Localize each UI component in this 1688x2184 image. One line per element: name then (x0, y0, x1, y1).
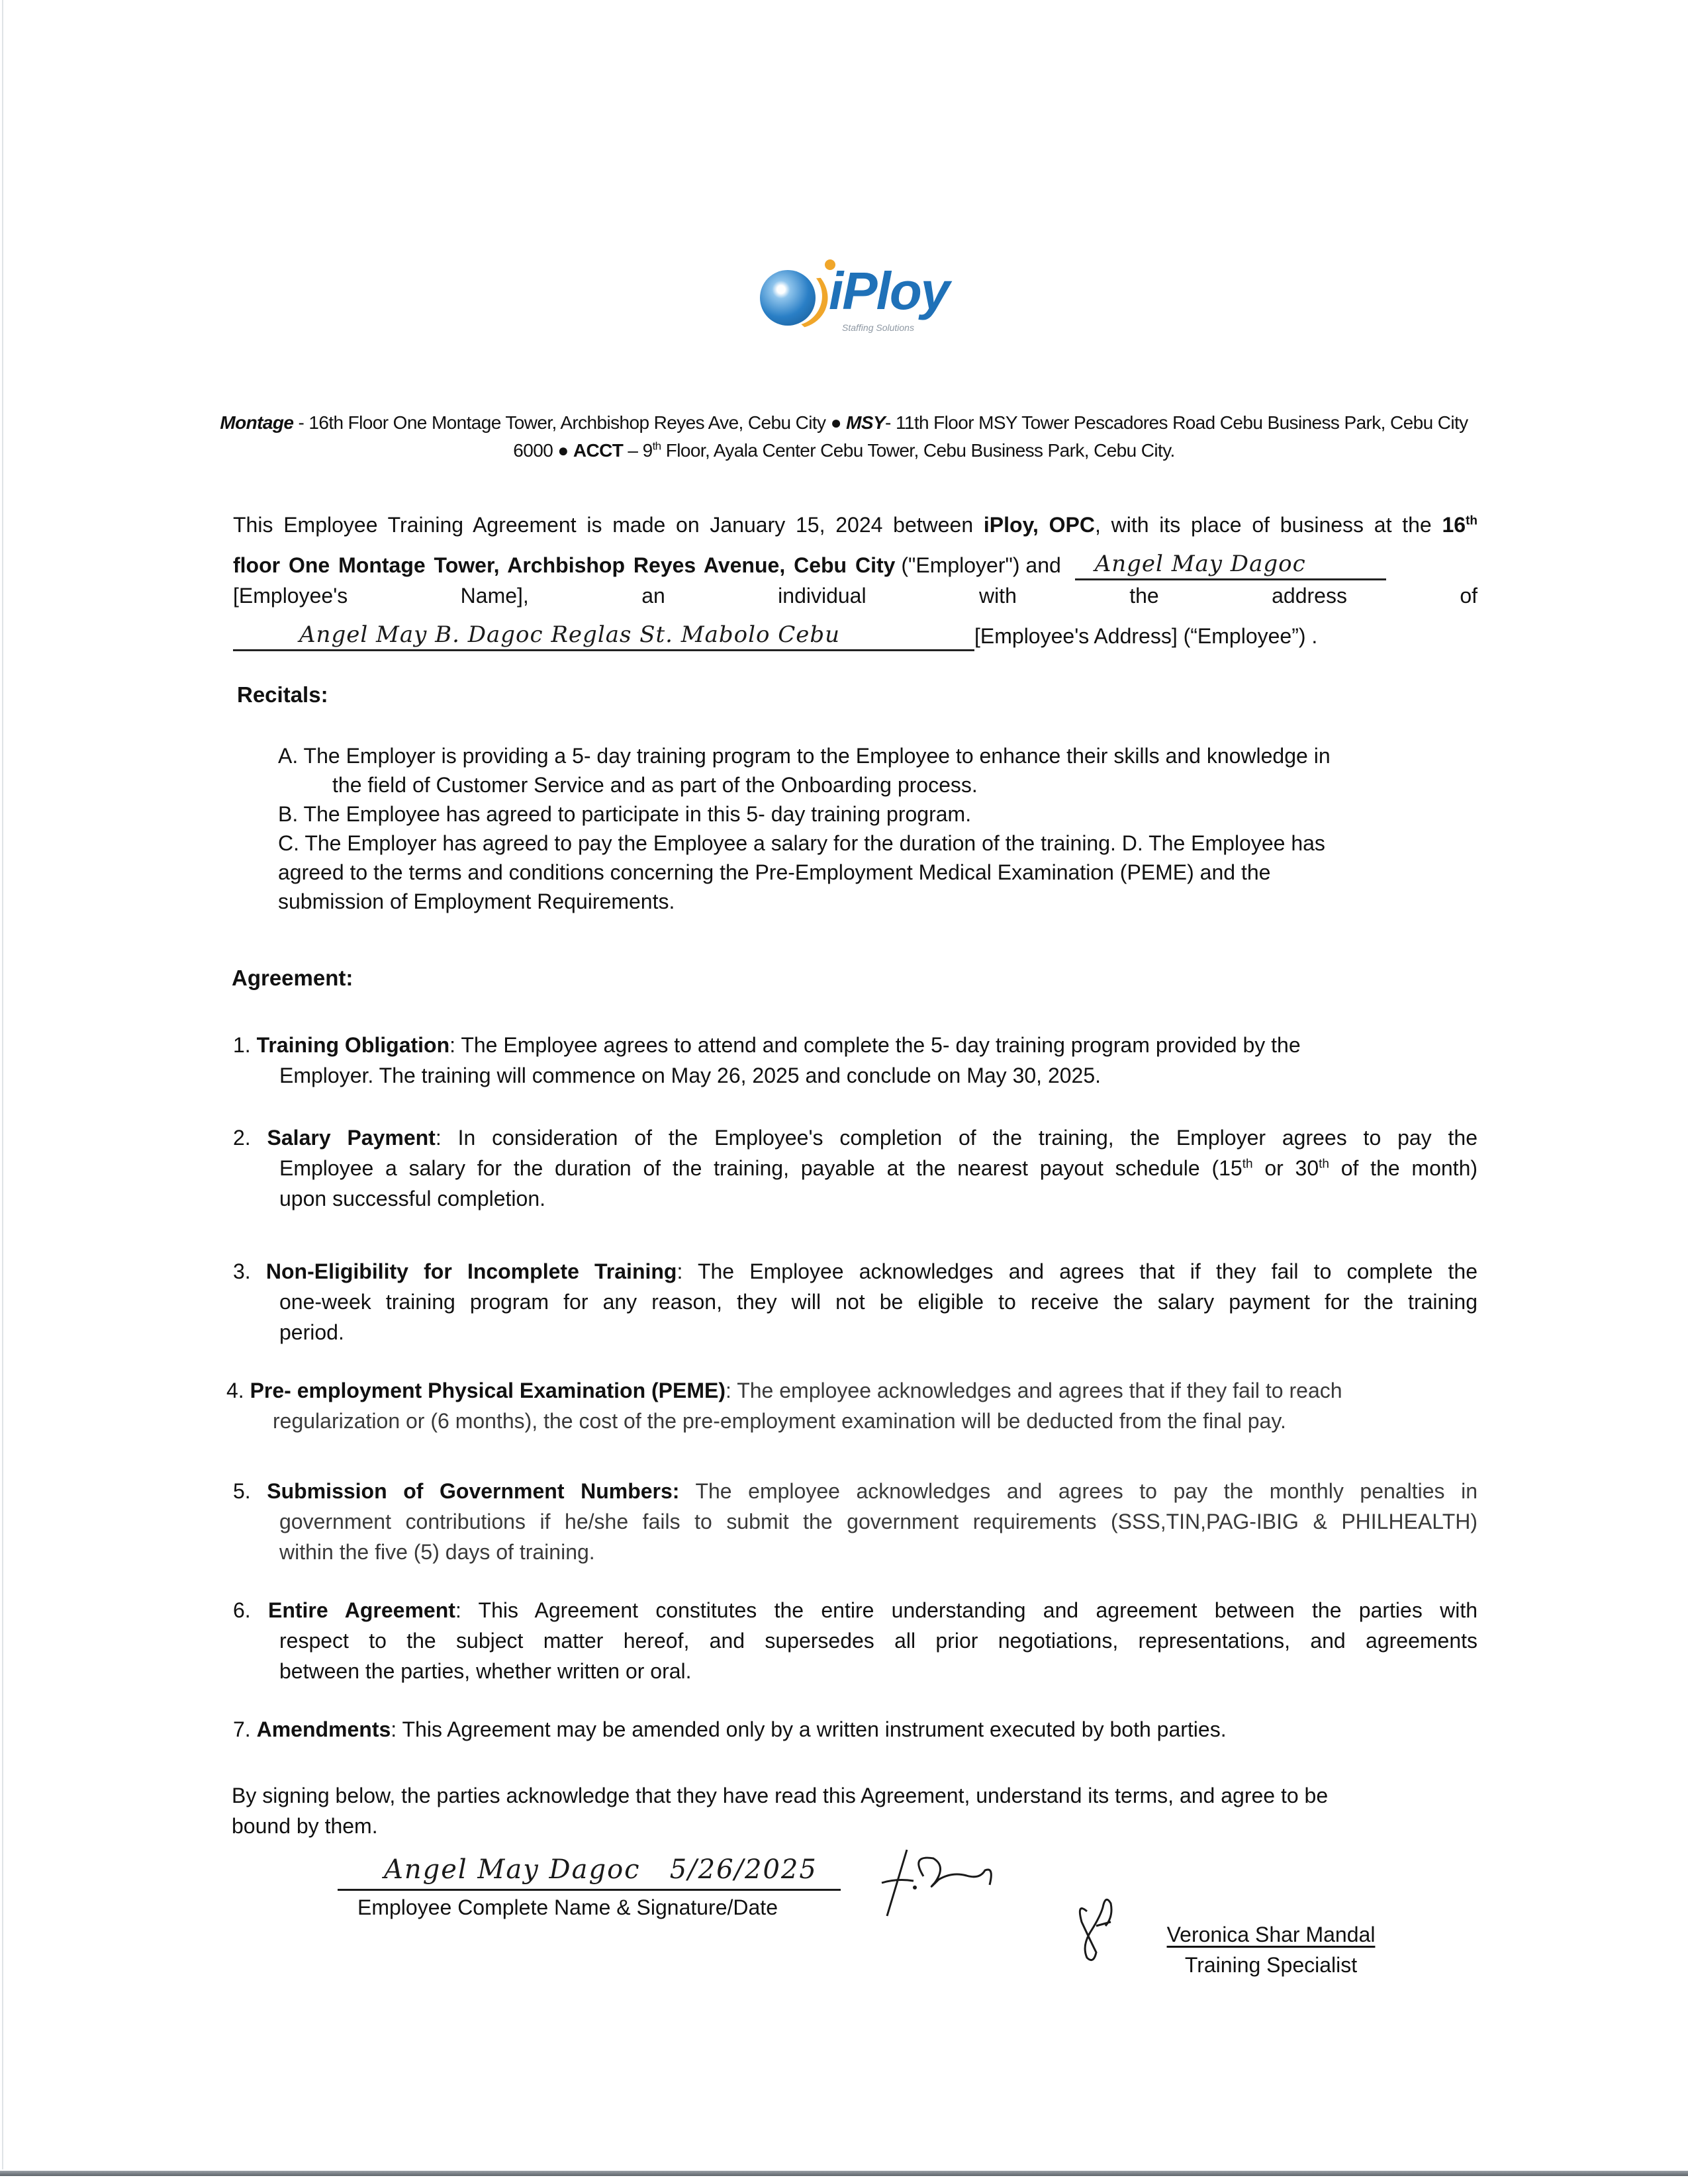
signature-line (338, 1889, 841, 1891)
employee-signature-handwriting: Angel May Dagoc 5/26/2025 (384, 1854, 818, 1885)
specialist-name: Veronica Shar Mandal (1166, 1923, 1376, 1946)
employer-name: iPloy, OPC (983, 513, 1095, 537)
clause-training-obligation: 1. Training Obligation: The Employee agrees to attend and complete the 5- day training program provided by the Employer. The training will commence on May 26, 2025 and conclude on May 30, 2025. (233, 1033, 1301, 1087)
office-address-montage: 16th Floor One Montage Tower, Archbishop Reyes Ave, Cebu City (308, 412, 826, 433)
closing-statement: By signing below, the parties acknowledge that they have read this Agreement, understand its terms, and agree to be bound by them. (232, 1784, 1329, 1838)
logo-tagline: Staffing Solutions (842, 322, 914, 333)
office-address-msy: 11th Floor MSY Tower Pescadores Road Cebu Business Park, Cebu City 6000 (513, 412, 1468, 461)
employee-signature-block (338, 1853, 854, 1921)
recital-c: C. The Employer has agreed to pay the Employee a salary for the duration of the training. D. The Employee has agreed to the terms and conditions concerning the Pre-Employment Medical Examination (PEME) and the submission of Employment Requirements. (278, 831, 1325, 913)
office-addresses: Montage - 16th Floor One Montage Tower, Archbishop Reyes Ave, Cebu City ● MSY- 11th Floor MSY Tower Pescadores Road Cebu Business Park, Cebu City 6000 ● ACCT – 9th Floor, Ayala Center Cebu Tower, Cebu Business Park, Cebu City. (220, 412, 1468, 461)
recital-a: A. The Employer is providing a 5- day training program to the Employee to enhance their skills and knowledge in the field of Customer Service and as part of the Onboarding process. (278, 744, 1331, 797)
employer-address: floor One Montage Tower, Archbishop Reyes Avenue, Cebu City (233, 553, 896, 577)
clause-government-numbers: 5. Submission of Government Numbers: The employee acknowledges and agrees to pay the monthly penalties in government contributions if he/she fails to submit the government requirements (SSS,TIN,PAG-IBIG & PHILHEALTH) within the five (5) days of training. (233, 1479, 1478, 1564)
logo-wordmark: iPloy (829, 261, 949, 320)
agreement-heading: Agreement: (232, 966, 353, 990)
recital-b: B. The Employee has agreed to participate in this 5- day training program. (278, 802, 972, 826)
iploy-logo (760, 257, 978, 340)
intro-paragraph: This Employee Training Agreement is made on January 15, 2024 between iPloy, OPC, with its place of business at the 16th floor One Montage Tower, Archbishop Reyes Avenue, Cebu City ("Employer") and Angel May Dagoc [Employee's Name], an individual with the address of Angel May B. Dagoc Reglas St. Mabolo Cebu [Employee's Address] (“Employee”) . (233, 510, 1477, 651)
employee-address-label: [Employee's Address] (“Employee”) . (974, 624, 1318, 648)
scan-edge-left (2, 0, 3, 2169)
clause-amendments: 7. Amendments: This Agreement may be amended only by a written instrument executed by both parties. (233, 1717, 1227, 1741)
swoosh-icon (748, 254, 837, 338)
bullet-icon: ● (830, 412, 841, 433)
employee-address-handwriting: Angel May B. Dagoc Reglas St. Mabolo Cebu (299, 621, 841, 648)
bullet-icon: ● (557, 440, 569, 461)
clause-non-eligibility: 3. Non-Eligibility for Incomplete Training: The Employee acknowledges and agrees that if they fail to complete the one-week training program for any reason, they will not be eligible to receive the salary payment for the training period. (233, 1259, 1478, 1344)
office-label-acct: ACCT (573, 440, 624, 461)
office-label-montage: Montage (220, 412, 294, 433)
employee-name-handwriting: Angel May Dagoc (1094, 551, 1306, 577)
specialist-title: Training Specialist (1184, 1953, 1358, 1977)
specialist-signature-scribble (1072, 1893, 1125, 1966)
clause-salary-payment: 2. Salary Payment: In consideration of the Employee's completion of the training, the Employer agrees to pay the Employee a salary for the duration of the training, payable at the nearest payout schedule (15th or 30th of the month) upon successful completion. (233, 1126, 1478, 1210)
office-address-acct: Floor, Ayala Center Cebu Tower, Cebu Business Park, Cebu City. (661, 440, 1175, 461)
scan-edge-bottom (0, 2171, 1688, 2176)
employee-name-field (1075, 540, 1386, 580)
signature-date: 5/26/2025 (669, 1854, 818, 1885)
employee-name-label: [Employee's Name], an individual with the address of (233, 584, 1477, 608)
clause-peme: 4. Pre- employment Physical Examination (PEME): The employee acknowledges and agrees that if they fail to reach regularization or (6 months), the cost of the pre-employment examination will be deducted from the final pay. (226, 1379, 1342, 1433)
office-label-msy: MSY (846, 412, 886, 433)
employee-initials-scribble (874, 1846, 1006, 1919)
employee-signature-caption: Employee Complete Name & Signature/Date (357, 1895, 778, 1919)
recitals-heading: Recitals: (237, 682, 328, 707)
employee-address-field (233, 611, 974, 651)
training-specialist-block (1125, 1919, 1417, 1980)
clause-entire-agreement: 6. Entire Agreement: This Agreement constitutes the entire understanding and agreement between the parties with respect to the subject matter hereof, and supersedes all prior negotiations, representations, and agreements between the parties, whether written or oral. (233, 1598, 1478, 1683)
